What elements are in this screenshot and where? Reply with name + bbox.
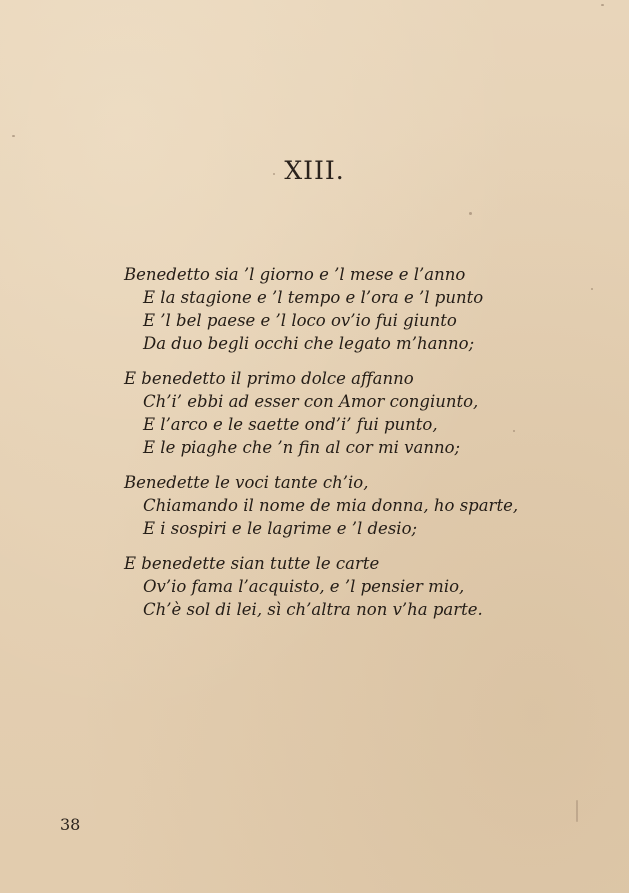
poem-line: Benedetto sia ’l giorno e ’l mese e l’anno: [124, 265, 466, 284]
poem-line: E l’arco e le saette ond’i’ fui punto,: [143, 415, 438, 434]
stanza-2: [124, 367, 518, 459]
paper-speck: [591, 288, 593, 290]
poem-line: Benedette le voci tante ch’io,: [124, 473, 369, 492]
stanza-3: [124, 471, 518, 540]
poem-line: Ov’io fama l’acquisto, e ’l pensier mio,: [143, 577, 465, 596]
poem-line: E benedette sian tutte le carte: [124, 554, 380, 573]
poem-line: Ch’è sol di lei, sì ch’altra non v’ha parte.: [143, 600, 483, 619]
paper-speck: [12, 135, 15, 137]
paper-speck: [601, 4, 604, 6]
stanza-1: [124, 263, 518, 355]
poem-line: E i sospiri e le lagrime e ’l desio;: [143, 519, 418, 538]
poem-line: Chiamando il nome de mia donna, ho sparte,: [143, 496, 519, 515]
poem-line: E le piaghe che ’n fin al cor mi vanno;: [143, 438, 461, 457]
poem-line: E la stagione e ’l tempo e l’ora e ’l punto: [143, 288, 484, 307]
poem-body: [124, 263, 518, 633]
stanza-4: [124, 552, 518, 621]
poem-line: E benedetto il primo dolce affanno: [124, 369, 414, 388]
page-number: 38: [60, 815, 81, 834]
poem-line: Da duo begli occhi che legato m’hanno;: [143, 334, 475, 353]
poem-line: Ch’i’ ebbi ad esser con Amor congiunto,: [143, 392, 479, 411]
paper-speck: [576, 800, 578, 822]
paper-speck: [469, 212, 472, 215]
poem-line: E ’l bel paese e ’l loco ov’io fui giunto: [143, 311, 457, 330]
poem-heading: XIII.: [284, 156, 345, 185]
